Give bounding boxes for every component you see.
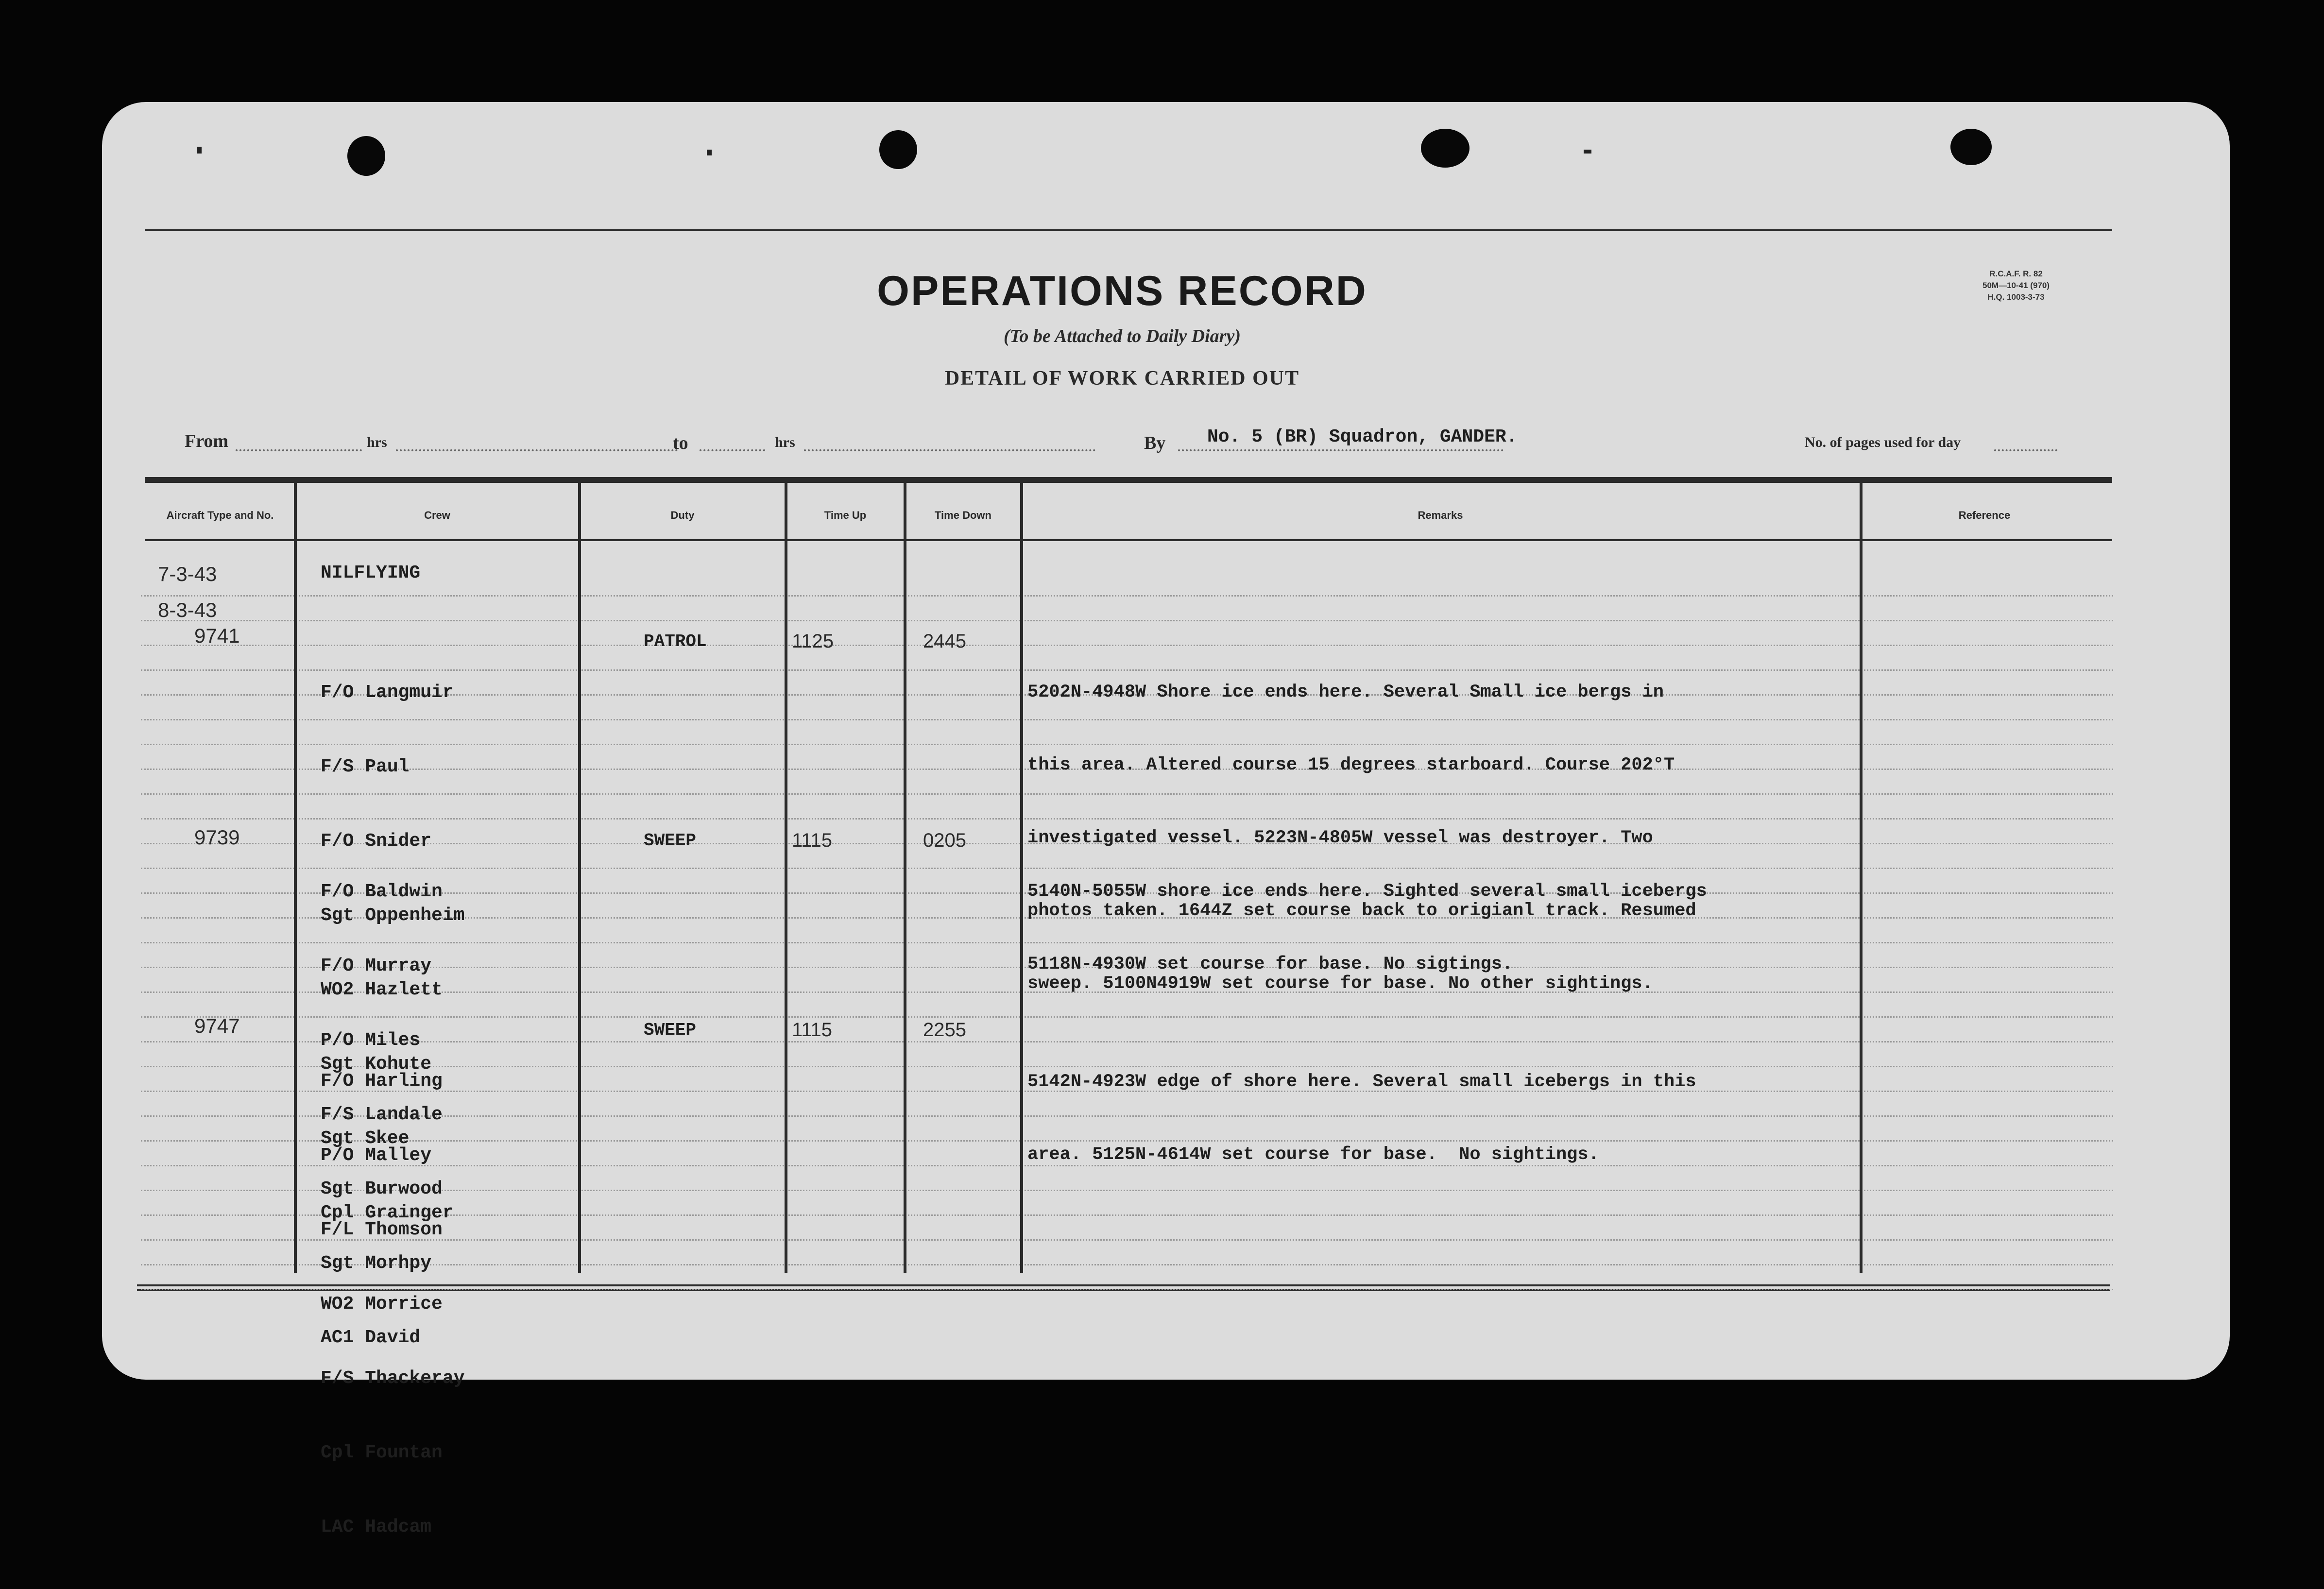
col-duty-header: Duty [670,509,695,521]
col-timedown-header: Time Down [935,509,991,521]
crew-member: Cpl Fountan [321,1442,443,1463]
punch-mark [197,147,202,154]
crew-member: F/S Paul [321,756,410,777]
table-top-rule [145,477,2112,483]
crew-member: Sgt Kohute [321,1054,432,1075]
punch-mark [1584,150,1591,154]
col-remarks-header: Remarks [1418,509,1463,521]
time-down-value: 2255 [923,1019,966,1041]
from-label: From [185,431,229,451]
col-crew-header: Crew [424,509,450,521]
binder-hole-4 [1950,129,1992,165]
by-label: By [1144,433,1166,453]
form-title: OPERATIONS RECORD [877,268,1367,314]
time-up-value: 1125 [792,631,834,652]
binder-hole-3 [1421,129,1470,168]
col-aircraft-header: Aircraft Type and No. [166,509,274,521]
crew-member: Sgt Skee [321,1128,410,1149]
record-card [102,102,2230,1538]
crew-member: LAC Hadcam [321,1517,432,1538]
crew-member: F/O Harling [321,1071,443,1092]
to-label: to [673,433,688,453]
crew-member: F/O Snider [321,831,432,852]
pages-blank [1994,449,2057,451]
from-date-blank [396,449,678,451]
remarks-text: 5140N-5055W shore ice ends here. Sighted several small icebergs 5118N-4930W set course for base. No sigtings. [1027,881,1707,974]
col-divider [785,481,787,1273]
crew-member: F/O Murray [321,956,432,976]
crew-member: F/S Thackeray [321,1368,465,1389]
duty-value: SWEEP [644,831,697,851]
ruled-line [141,620,2113,621]
crew-member: F/O Langmuir [321,682,454,703]
from-blank [236,449,362,451]
binder-hole-2 [879,130,917,169]
crew-member: Cpl Grainger [321,1202,454,1223]
form-code: R.C.A.F. R. 82 50M—10-41 (970) H.Q. 1003-3-73 [1982,269,2050,302]
remarks-text: 5202N-4948W Shore ice ends here. Several Small ice bergs in this area. Altered course 15 degrees starboard. Course 202°T investigated vessel. 5223N-4805W vessel was destroyer. Two photos taken. 1644Z set course back to origianl track. Resumed sweep. 5100N4919W set course for base. No other sightings. [1027,682,1696,994]
detail-heading: DETAIL OF WORK CARRIED OUT [944,367,1300,390]
entry-date: 7-3-43 [158,563,217,585]
col-reference-header: Reference [1958,509,2011,521]
hrs-label: hrs [367,434,387,450]
to-date-blank [804,449,1095,451]
crew-member: Sgt Oppenheim [321,905,465,926]
crew-member: WO2 Morrice [321,1294,443,1315]
crew-member: P/O Miles [321,1030,421,1051]
duty-value: PATROL [644,632,707,651]
punch-mark [707,150,712,155]
crew-member: F/S Landale [321,1104,443,1125]
crew-member: F/L Thomson [321,1219,443,1240]
aircraft-number: 9741 [194,624,240,647]
aircraft-number: 9747 [194,1014,240,1037]
duty-value: SWEEP [644,1020,697,1040]
form-subtitle: (To be Attached to Daily Diary) [1004,326,1241,346]
crew-member: WO2 Hazlett [321,979,443,1000]
crew-member: AC1 David [321,1327,421,1348]
hrs-label-2: hrs [775,434,795,450]
time-down-value: 2445 [923,631,966,652]
binder-hole-1 [347,136,385,176]
col-divider [294,481,297,1273]
col-divider [904,481,906,1273]
to-blank [700,449,765,451]
entry-date: 8-3-43 [158,598,217,621]
aircraft-number: 9739 [194,826,240,849]
squadron-value: No. 5 (BR) Squadron, GANDER. [1207,427,1518,447]
crew-member: Sgt Morhpy [321,1253,432,1274]
time-down-value: 0205 [923,830,966,851]
crew-list [321,1019,464,1589]
col-timeup-header: Time Up [824,509,867,521]
time-up-value: 1115 [792,1019,833,1041]
col-divider [1860,481,1863,1273]
crew-member: Sgt Burwood [321,1179,443,1199]
crew-member: F/O Baldwin [321,881,443,902]
crew-nilflying: NILFLYING [321,563,421,583]
col-divider [1020,481,1023,1273]
header-bottom-rule [145,539,2112,541]
by-blank [1178,449,1504,451]
top-rule [145,229,2112,231]
pages-label: No. of pages used for day [1805,434,1961,450]
remarks-text: 5142N-4923W edge of shore here. Several small icebergs in this area. 5125N-4614W set course for base. No sightings. [1027,1072,1696,1165]
time-up-value: 1115 [792,830,833,851]
crew-member: P/O Malley [321,1145,432,1166]
col-divider [578,481,581,1273]
ruled-line [141,595,2113,597]
